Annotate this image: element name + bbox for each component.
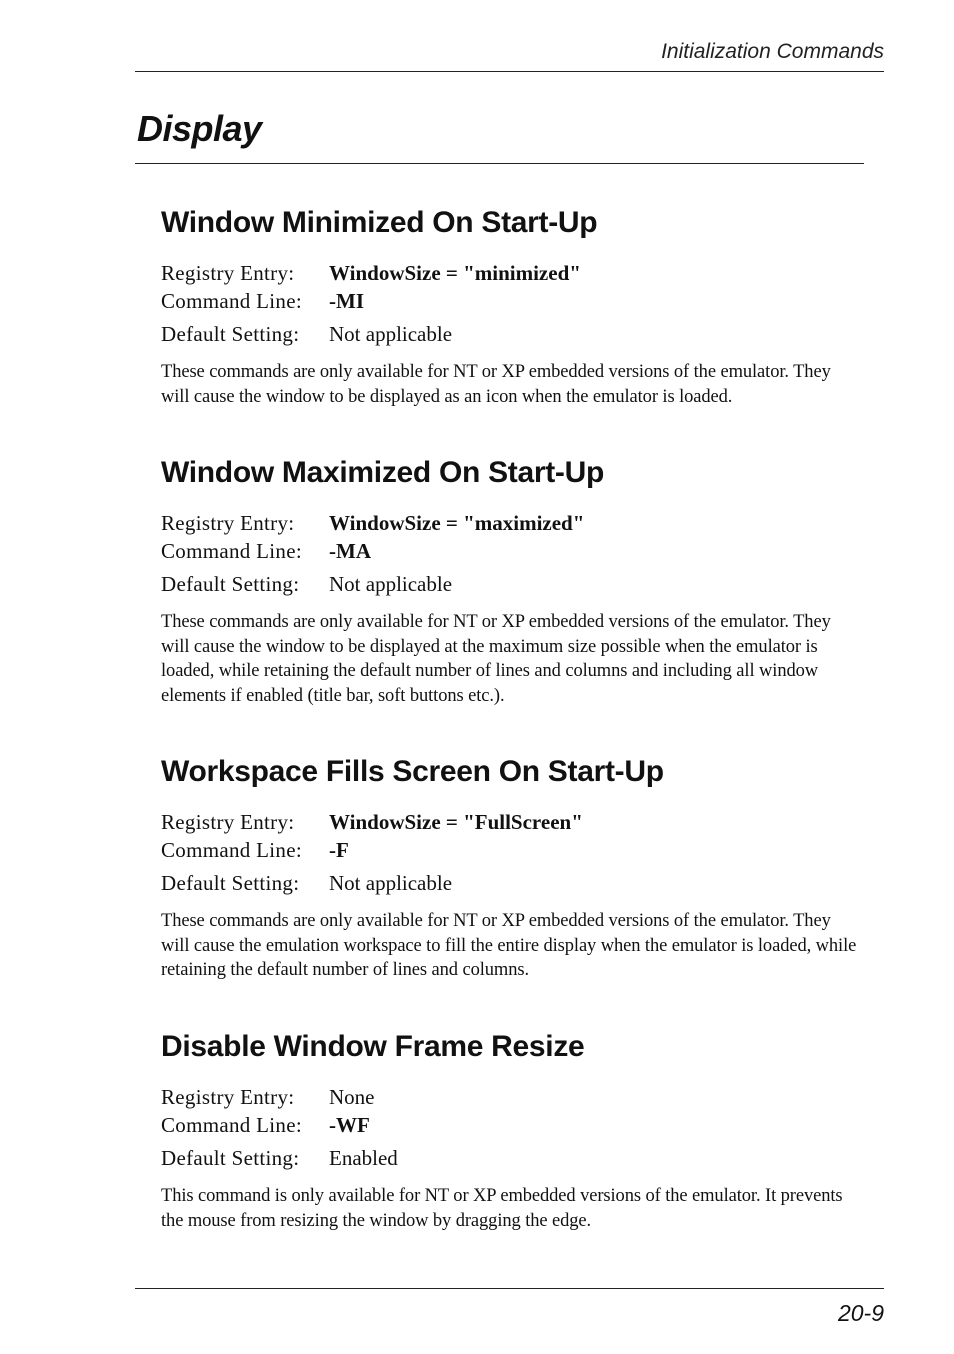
page-title: Display — [137, 108, 262, 149]
command-line-row — [161, 836, 861, 864]
section-description: These commands are only available for NT or XP embedded versions of the emulator. They will cause the window to be displayed as an icon when the emulator is loaded. — [161, 362, 831, 407]
registry-entry-row — [161, 808, 861, 836]
command-line-label: Command Line: — [161, 838, 302, 862]
registry-entry-label: Registry Entry: — [161, 511, 295, 535]
default-setting-value: Not applicable — [329, 572, 453, 596]
registry-entry-value: None — [329, 1085, 375, 1109]
default-setting-label: Default Setting: — [161, 572, 300, 596]
default-setting-value: Enabled — [329, 1146, 398, 1170]
section-description: These commands are only available for NT or XP embedded versions of the emulator. They will cause the emulation workspace to fill the entire display when the emulator is loaded, while retaining the default number of lines and columns. — [161, 911, 857, 980]
command-line-value: -WF — [329, 1113, 370, 1137]
section-window-minimized — [161, 205, 861, 409]
section-heading: Workspace Fills Screen On Start-Up — [161, 755, 664, 788]
running-header: Initialization Commands — [661, 40, 884, 63]
registry-entry-row — [161, 259, 861, 287]
settings-list — [161, 808, 861, 897]
footer-rule — [135, 1288, 884, 1289]
registry-entry-label: Registry Entry: — [161, 261, 295, 285]
command-line-value: -MI — [329, 289, 364, 313]
command-line-value: -F — [329, 838, 349, 862]
registry-entry-value: WindowSize = "maximized" — [329, 511, 585, 535]
header-rule — [135, 71, 884, 72]
registry-entry-label: Registry Entry: — [161, 810, 295, 834]
default-setting-value: Not applicable — [329, 871, 453, 895]
registry-entry-value: WindowSize = "FullScreen" — [329, 810, 583, 834]
section-description: This command is only available for NT or XP embedded versions of the emulator. It prevents the mouse from resizing the window by dragging the edge. — [161, 1186, 843, 1231]
command-line-row — [161, 1111, 861, 1139]
command-line-label: Command Line: — [161, 289, 302, 313]
registry-entry-value: WindowSize = "minimized" — [329, 261, 581, 285]
section-workspace-fullscreen — [161, 754, 861, 983]
default-setting-row — [161, 570, 861, 598]
settings-list — [161, 259, 861, 348]
section-heading: Window Minimized On Start-Up — [161, 206, 598, 239]
registry-entry-row — [161, 1083, 861, 1111]
command-line-label: Command Line: — [161, 1113, 302, 1137]
registry-entry-row — [161, 509, 861, 537]
registry-entry-label: Registry Entry: — [161, 1085, 295, 1109]
settings-list — [161, 1083, 861, 1172]
default-setting-value: Not applicable — [329, 322, 453, 346]
default-setting-label: Default Setting: — [161, 871, 300, 895]
section-heading: Disable Window Frame Resize — [161, 1030, 585, 1063]
title-rule — [135, 163, 864, 164]
command-line-row — [161, 537, 861, 565]
command-line-label: Command Line: — [161, 539, 302, 563]
command-line-value: -MA — [329, 539, 371, 563]
default-setting-row — [161, 869, 861, 897]
default-setting-label: Default Setting: — [161, 322, 300, 346]
section-window-maximized — [161, 455, 861, 708]
section-description: These commands are only available for NT or XP embedded versions of the emulator. They will cause the window to be displayed at the maximum size possible when the emulator is loaded, while retaining the default number of lines and columns and including all window elements if enabled (title bar, soft buttons etc.). — [161, 612, 831, 706]
default-setting-row — [161, 320, 861, 348]
default-setting-label: Default Setting: — [161, 1146, 300, 1170]
page-number: 20-9 — [837, 1300, 884, 1326]
command-line-row — [161, 287, 861, 315]
section-heading: Window Maximized On Start-Up — [161, 456, 605, 489]
section-disable-frame-resize — [161, 1029, 861, 1233]
default-setting-row — [161, 1144, 861, 1172]
settings-list — [161, 509, 861, 598]
